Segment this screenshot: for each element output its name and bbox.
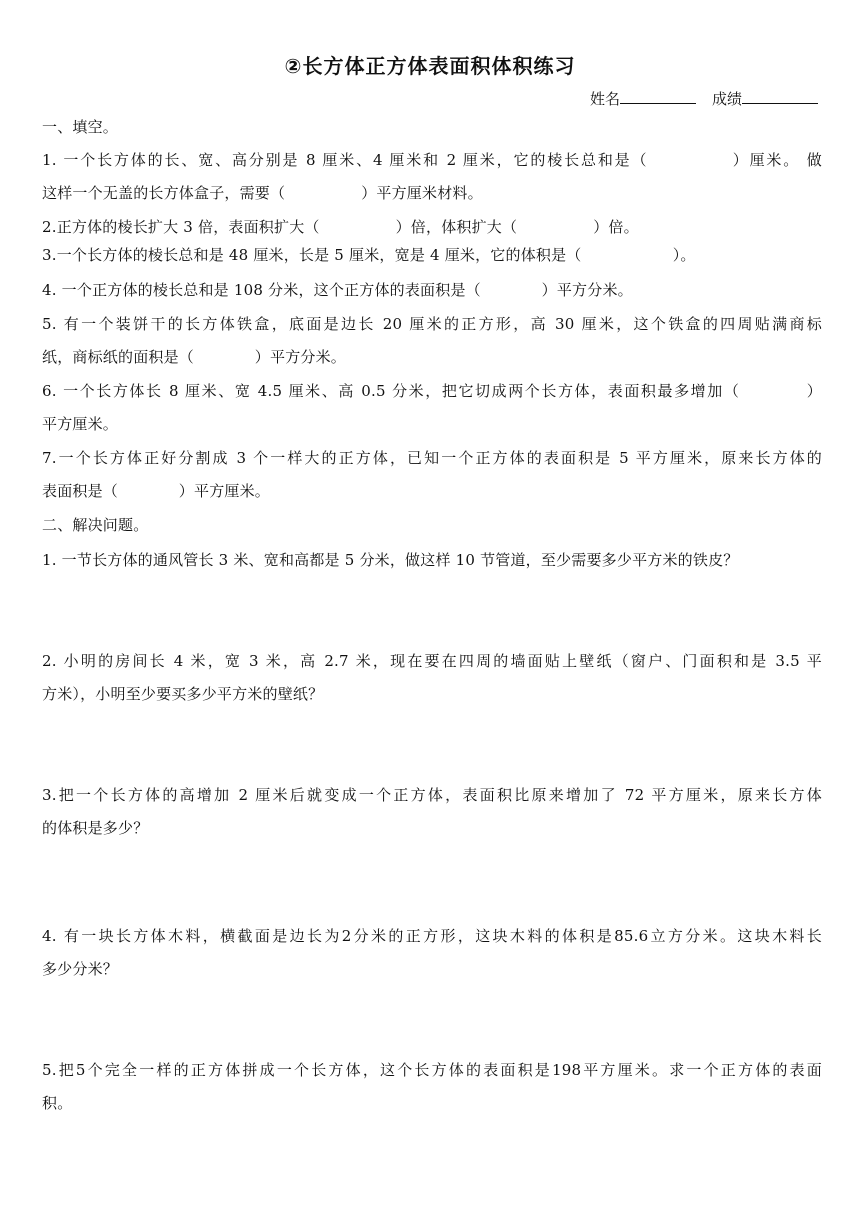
section-heading-problems: 二、解决问题。 bbox=[42, 516, 149, 534]
problem-5-line-1: 5.把5个完全一样的正方体拼成一个长方体，这个长方体的表面积是198平方厘米。求一个正方体的表面 bbox=[42, 1061, 822, 1079]
problem-2-line-2: 方米），小明至少要买多少平方米的壁纸？ bbox=[42, 685, 324, 703]
student-info bbox=[590, 88, 818, 109]
question-5-line-1: 5. 有一个装饼干的长方体铁盒，底面是边长 20 厘米的正方形，高 30 厘米，这个铁盒的四周贴满商标 bbox=[42, 315, 822, 333]
page-title: ②长方体正方体表面积体积练习 bbox=[284, 54, 576, 78]
question-2: 2.正方体的棱长扩大 3 倍，表面积扩大（ ）倍，体积扩大（ ）倍。 bbox=[42, 218, 639, 236]
question-1-line-1: 1. 一个长方体的长、宽、高分别是 8 厘米、4 厘米和 2 厘米，它的棱长总和是（ ）厘米。 做 bbox=[42, 151, 822, 169]
section-heading-fill: 一、填空。 bbox=[42, 118, 119, 136]
name-blank[interactable] bbox=[620, 89, 696, 104]
problem-4-line-1: 4. 有一块长方体木料，横截面是边长为2分米的正方形，这块木料的体积是85.6立方分米。这块木料长 bbox=[42, 927, 822, 945]
problem-3-line-1: 3.把一个长方体的高增加 2 厘米后就变成一个正方体，表面积比原来增加了 72 平方厘米，原来长方体 bbox=[42, 786, 822, 804]
score-blank[interactable] bbox=[742, 89, 818, 104]
problem-1: 1. 一节长方体的通风管长 3 米、宽和高都是 5 分米，做这样 10 节管道，至少需要多少平方米的铁皮？ bbox=[42, 551, 739, 569]
question-3: 3.一个长方体的棱长总和是 48 厘米，长是 5 厘米，宽是 4 厘米，它的体积是（ ）。 bbox=[42, 246, 696, 264]
problem-2-line-1: 2. 小明的房间长 4 米，宽 3 米，高 2.7 米，现在要在四周的墙面贴上壁纸（窗户、门面积和是 3.5 平 bbox=[42, 652, 822, 670]
question-7-line-2: 表面积是（ ）平方厘米。 bbox=[42, 482, 271, 500]
score-label: 成绩 bbox=[711, 90, 742, 108]
question-6-line-1: 6. 一个长方体长 8 厘米、宽 4.5 厘米、高 0.5 分米，把它切成两个长方体，表面积最多增加（ ） bbox=[42, 382, 822, 400]
question-7-line-1: 7.一个长方体正好分割成 3 个一样大的正方体，已知一个正方体的表面积是 5 平方厘米，原来长方体的 bbox=[42, 449, 822, 467]
question-4: 4. 一个正方体的棱长总和是 108 分米，这个正方体的表面积是（ ）平方分米。 bbox=[42, 281, 633, 299]
question-6-line-2: 平方厘米。 bbox=[42, 415, 119, 433]
problem-5-line-2: 积。 bbox=[42, 1094, 73, 1112]
problem-3-line-2: 的体积是多少？ bbox=[42, 819, 149, 837]
name-label: 姓名 bbox=[589, 90, 620, 108]
question-1-line-2: 这样一个无盖的长方体盒子，需要（ ）平方厘米材料。 bbox=[42, 184, 483, 202]
problem-4-line-2: 多少分米？ bbox=[42, 960, 119, 978]
question-5-line-2: 纸，商标纸的面积是（ ）平方分米。 bbox=[42, 348, 347, 366]
